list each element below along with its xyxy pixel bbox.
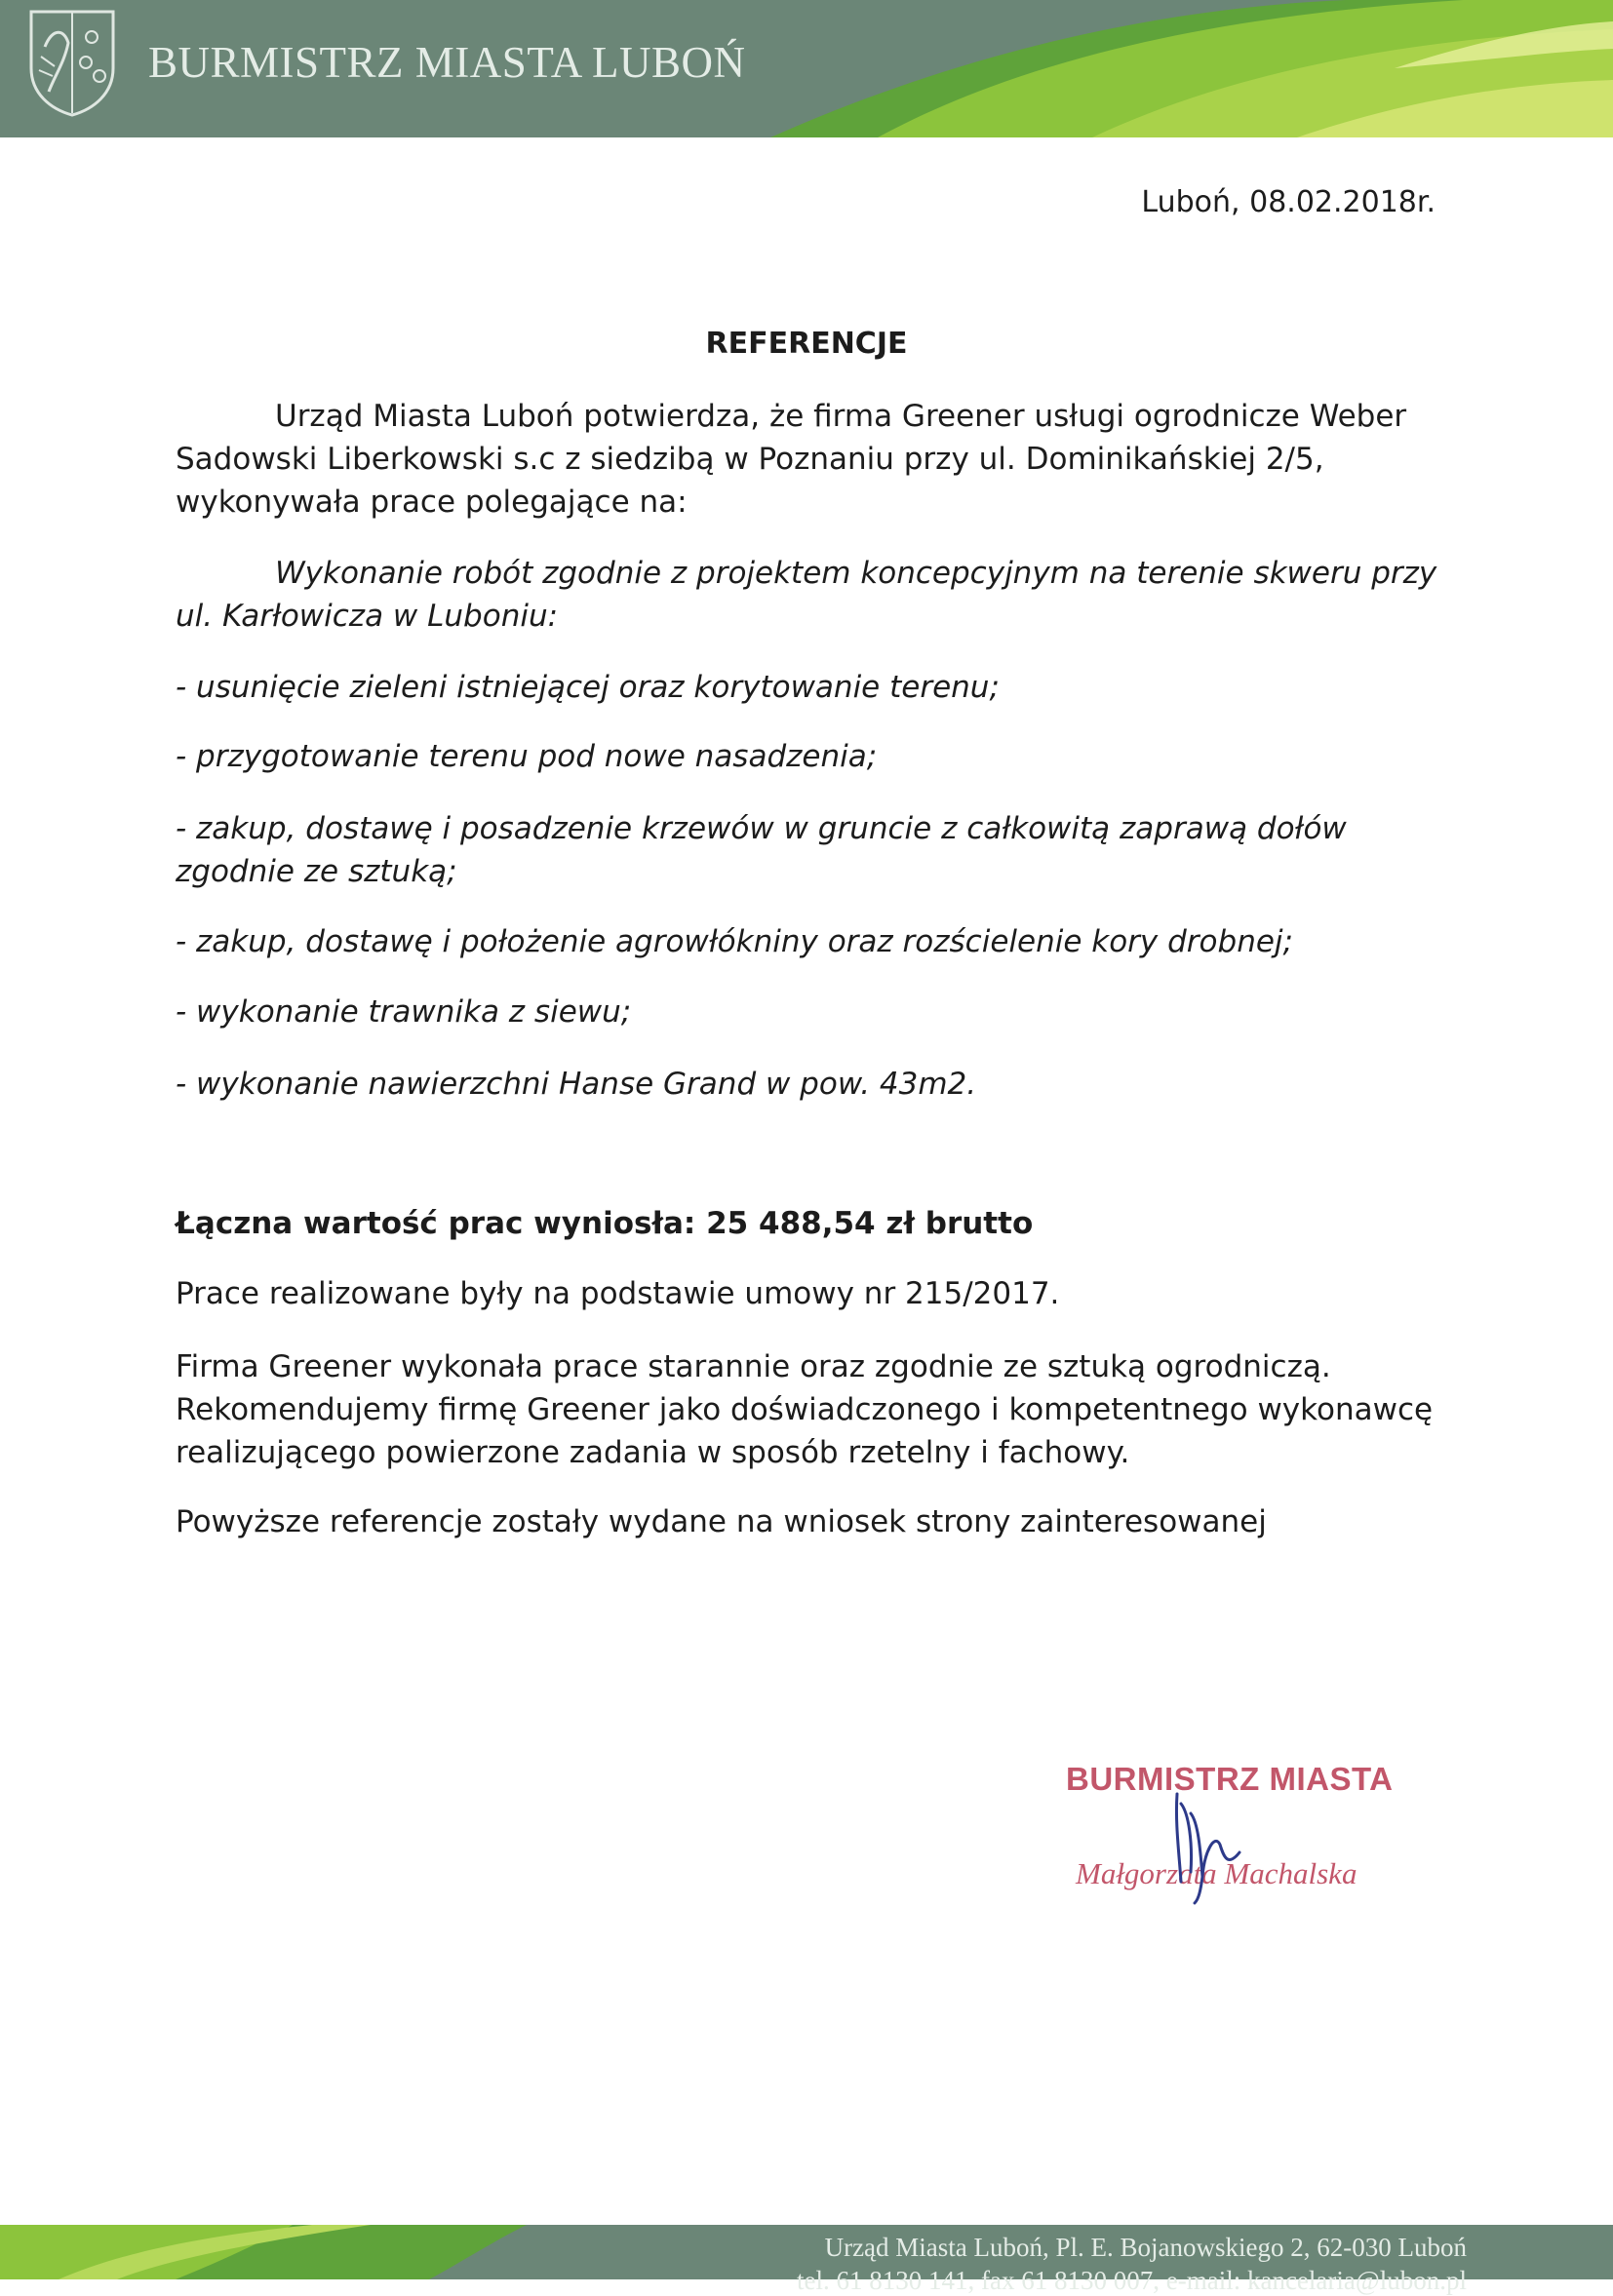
closing-sentence: Powyższe referencje zostały wydane na wniosek strony zainteresowanej	[176, 1504, 1267, 1539]
letterhead-header	[0, 0, 1613, 137]
recommendation-paragraph: Firma Greener wykonała prace starannie oraz zgodnie ze sztuką ogrodniczą. Rekomendujemy firmę Greener jako doświadczonego i kompetentnego wykonawcę realizującego powierzone zadania w sposób rzetelny i fachowy.	[176, 1349, 1434, 1470]
header-title: BURMISTRZ MIASTA LUBOŃ	[148, 38, 746, 87]
luboń-coat-of-arms-icon	[25, 8, 119, 117]
work-item: - zakup, dostawę i posadzenie krzewów w gruncie z całkowitą zaprawą dołów zgodnie ze sztuką;	[176, 811, 1347, 889]
letterhead-footer	[0, 2225, 1613, 2295]
stamp-title: BURMISTRZ MIASTA	[1066, 1761, 1394, 1797]
document-title: REFERENCJE	[705, 327, 908, 361]
intro-paragraph: Urząd Miasta Luboń potwierdza, że firma Greener usługi ogrodnicze Weber Sadowski Liberkowski s.c z siedzibą w Poznaniu przy ul. Dominikańskiej 2/5, wykonywała prace polegające na:	[176, 399, 1407, 520]
letter-date: Luboń, 08.02.2018r.	[1141, 185, 1436, 219]
handwritten-signature	[1156, 1784, 1273, 1911]
footer-address: Urząd Miasta Luboń, Pl. E. Bojanowskiego 2, 62-030 Luboń	[824, 2233, 1467, 2262]
footer-contact: tel. 61 8130 141, fax 61 8130 007, e-mail: kancelaria@lubon.pl	[797, 2266, 1467, 2295]
work-item: - zakup, dostawę i położenie agrowłókniny oraz rozścielenie kory drobnej;	[176, 924, 1293, 959]
stamp-name: Małgorzata Machalska	[1076, 1856, 1357, 1890]
work-item: - wykonanie nawierzchni Hanse Grand w pow. 43m2.	[176, 1067, 977, 1102]
work-item: - przygotowanie terenu pod nowe nasadzenia;	[176, 739, 878, 774]
work-item: - wykonanie trawnika z siewu;	[176, 994, 632, 1030]
work-item: - usunięcie zieleni istniejącej oraz korytowanie terenu;	[176, 670, 1000, 705]
scope-paragraph: Wykonanie robót zgodnie z projektem koncepcyjnym na terenie skweru przy ul. Karłowicza w Luboniu:	[176, 556, 1437, 634]
total-value: Łączna wartość prac wyniosła: 25 488,54 zł brutto	[176, 1206, 1034, 1241]
contract-note: Prace realizowane były na podstawie umowy nr 215/2017.	[176, 1276, 1060, 1311]
